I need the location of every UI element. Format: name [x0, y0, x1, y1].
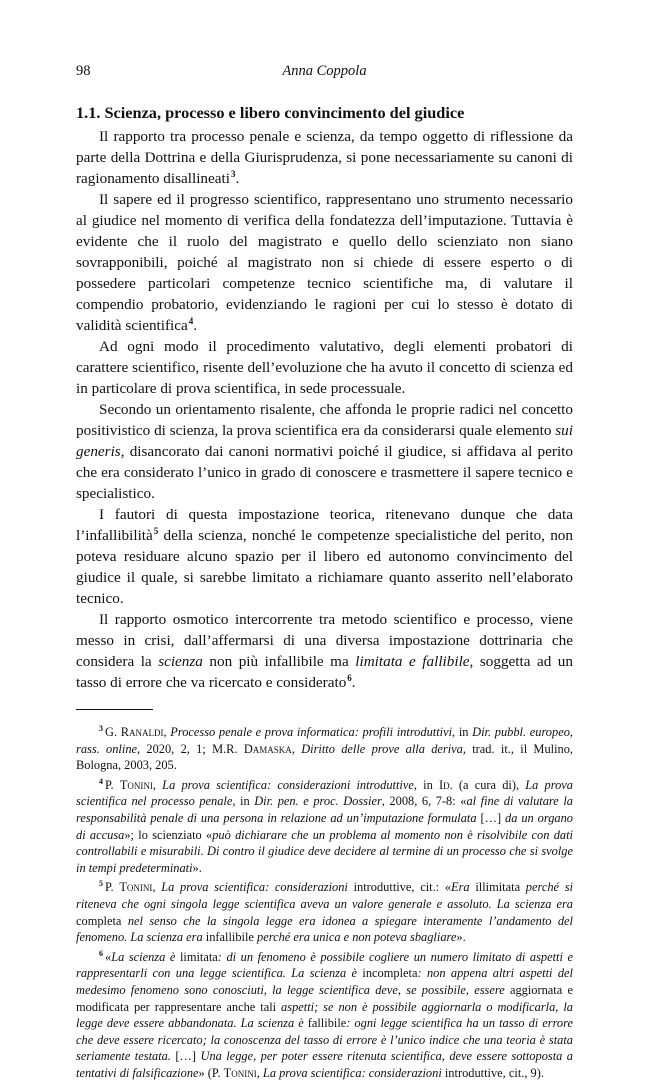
italic-text: scienza — [158, 653, 203, 670]
italic-text: Dir. pubbl. europeo, rass. online — [76, 725, 573, 756]
author-name: Id. — [438, 777, 453, 792]
running-head-author: Anna Coppola — [282, 63, 367, 79]
italic-text: Era — [451, 880, 470, 895]
italic-text: : di un fenomeno è possibile cogliere un numero limitato di aspetti e rappresentarli con una legge scientifica. La scienza è — [76, 949, 573, 981]
footnote: $^5$ P. Tonini, La prova scientifica: considerazioni introduttive, cit.: «Era illimitata perché si riteneva che ogni singola legge scientifica aveva un valore generale e assoluto. La scienza era completa nel senso che la singola legge era idonea a spiegare interamente l’andamento del fenomeno. La scienza era infallibile perché era unica e non poteva sbagliare». — [76, 879, 574, 945]
author-name: Tonini — [223, 1065, 257, 1080]
footnote: $^3$ G. Ranaldi, Processo penale e prova informatica: profili introduttivi, in Dir. pubbl. europeo, rass. online, 2020, 2, 1; M.R. Damaska, Diritto delle prove alla deriva, trad. it., il Mulino, Bologna, 2003, 205. — [76, 723, 574, 773]
italic-text: può dichiarare che un problema al momento non è risolvibile con dati controllabili e misurabili. Di contro il giudice deve decidere al termine di un processo che si svolge in tempi predeterminati — [76, 827, 573, 875]
italic-text: La prova scientifica: considerazioni — [161, 880, 348, 895]
italic-text: perché era unica e non poteva sbagliare — [257, 930, 457, 945]
italic-text: Dir. pen. e proc. Dossier — [254, 794, 382, 809]
italic-text: al fine di valutare la responsabilità penale di una persona in relazione ad un’imputazione formulata — [76, 794, 573, 825]
body-text — [76, 126, 573, 693]
paragraph: I fautori di questa impostazione teorica, ritenevano dunque che data l’infallibilità$^5$ della scienza, nonché le competenze specialistiche del perito, non poteva residuare alcuno spazio per il libero ed autonomo convincimento del giudice il quale, si sarebbe limitato a richiamare quanto asserito nell’elaborato tecnico. — [76, 506, 573, 607]
document-page — [76, 60, 573, 1084]
footnote-number: 5 — [99, 879, 103, 889]
italic-text: da un organo di accusa — [76, 810, 573, 842]
italic-text: La scienza è — [111, 949, 176, 964]
italic-text: : ogni legge scientifica ha un tasso di errore che deve essere ricercato; la conoscenza del tasso di errore è l’unico indice che una teoria è stata seriamente testata. — [76, 1016, 573, 1064]
footnote: $^6$ «La scienza è limitata: di un fenomeno è possibile cogliere un numero limitato di aspetti e rappresentarli con una legge scientifica. La scienza è incompleta: non appena altri aspetti del medesimo fenomeno sono conosciuti, la legge scientifica deve, se possibile, essere aggiornata e modificata per rappresentare anche tali aspetti; se non è possibile aggiornarla o modificarla, la legge deve essere abbandonata. La scienza è fallibile: ogni legge scientifica ha un tasso di errore che deve essere ricercato; la conoscenza del tasso di errore è l’unico indice che una teoria è stata seriamente testata. […] Una legge, per poter essere ritenuta scientifica, deve essere sottoposta a tentativi di falsificazione» (P. Tonini, La prova scientifica: considerazioni introduttive, cit., 9). — [76, 948, 574, 1080]
italic-text: sui generis — [76, 422, 573, 460]
paragraph: Secondo un orientamento risalente, che affonda le proprie radici nel concetto positivistico di scienza, la prova scientifica era da considerarsi quale elemento sui generis, disancorato dai canoni normativi poiché il giudice, si affidava al perito che era considerato l’unico in grado di conoscere e trasmettere il sapere tecnico e specialistico. — [76, 401, 573, 502]
footnote-reference[interactable]: 3 — [230, 168, 236, 179]
paragraph: Il rapporto tra processo penale e scienza, da tempo oggetto di riflessione da parte della Dottrina e della Giurisprudenza, si pone necessariamente su canoni di ragionamento disallineati$^3$. — [76, 128, 573, 187]
author-name: Ranaldi — [120, 725, 164, 739]
section-title: 1.1. Scienza, processo e libero convincimento del giudice — [76, 103, 465, 122]
footnote-reference[interactable]: 5 — [153, 525, 159, 536]
footnote-number: 4 — [99, 776, 103, 786]
italic-text: La prova scientifica: considerazioni introduttive — [162, 777, 414, 792]
page-number: 98 — [76, 63, 91, 79]
author-name: Tonini — [119, 777, 153, 792]
footnote: $^4$ P. Tonini, La prova scientifica: considerazioni introduttive, in Id. (a cura di), La prova scientifica nel processo penale, in Dir. pen. e proc. Dossier, 2008, 6, 7-8: «al fine di valutare la responsabilità penale di una persona in relazione ad un’imputazione formulata […] da un organo di accusa»; lo scienziato «può dichiarare che un problema al momento non è risolvibile con dati controllabili e misurabili. Di contro il giudice deve decidere al termine di un processo che si svolge in tempi predeterminati». — [76, 776, 574, 875]
italic-text: Diritto delle prove alla deriva — [301, 741, 463, 756]
footnote-reference[interactable]: 6 — [347, 672, 352, 683]
italic-text: : non appena altri aspetti del medesimo fenomeno sono conosciuti, la legge scientifica deve, se possibile, essere — [76, 966, 573, 997]
footnote-separator — [76, 709, 153, 710]
paragraph: Il rapporto osmotico intercorrente tra metodo scientifico e processo, viene messo in crisi, dall’affermarsi di una diversa impostazione dottrinaria che considera la scienza non più infallibile ma limitata e fallibile, soggetta ad un tasso di errore che va ricercato e considerato$^6$. — [76, 611, 573, 691]
footnotes — [76, 724, 573, 1081]
italic-text: La prova scientifica: considerazioni — [262, 1065, 442, 1080]
author-name: Tonini — [119, 880, 153, 895]
paragraph: Il sapere ed il progresso scientifico, rappresentano uno strumento necessario al giudice nel momento di verifica della fondatezza dell’imputazione. Tuttavia è evidente che il ruolo del magistrato e quello dello scienziato non siano sovrapponibili, poiché al magistrato non si chiede di essere esperto o di possedere particolari competenze tecnico scientifiche ma, di valutare il compendio probatorio, evidenziando le ragioni per cui lo stesso è dotato di validità scientifica$^4$. — [76, 191, 573, 334]
italic-text: La prova scientifica nel processo penale — [76, 777, 574, 809]
running-head — [76, 60, 573, 82]
italic-text: limitata e fallibile — [355, 653, 470, 670]
italic-text: nel senso che la singola legge era idonea a spiegare interamente l’andamento del fenomeno. La scienza era — [76, 913, 573, 945]
footnote-reference[interactable]: 4 — [188, 315, 194, 326]
footnote-number: 6 — [99, 948, 103, 958]
italic-text: Una legge, per poter essere ritenuta scientifica, deve essere sottoposta a tentativi di falsificazione — [76, 1049, 573, 1080]
italic-text: aspetti; se non è possibile aggiornarla o modificarla, la legge deve essere abbandonata. La scienza è — [76, 999, 574, 1031]
footnote-number: 3 — [99, 723, 103, 733]
italic-text: perché si riteneva che ogni singola legge scientifica aveva un valore generale e assoluto. La scienza era — [76, 880, 574, 911]
author-name: Damaska — [243, 741, 292, 756]
italic-text: Processo penale e prova informatica: profili introduttivi — [170, 725, 453, 739]
paragraph: Ad ogni modo il procedimento valutativo, degli elementi probatori di carattere scientifico, risente dell’evoluzione che ha avuto il concetto di scienza ed in particolare di prova scientifica, in sede processuale. — [76, 338, 573, 397]
